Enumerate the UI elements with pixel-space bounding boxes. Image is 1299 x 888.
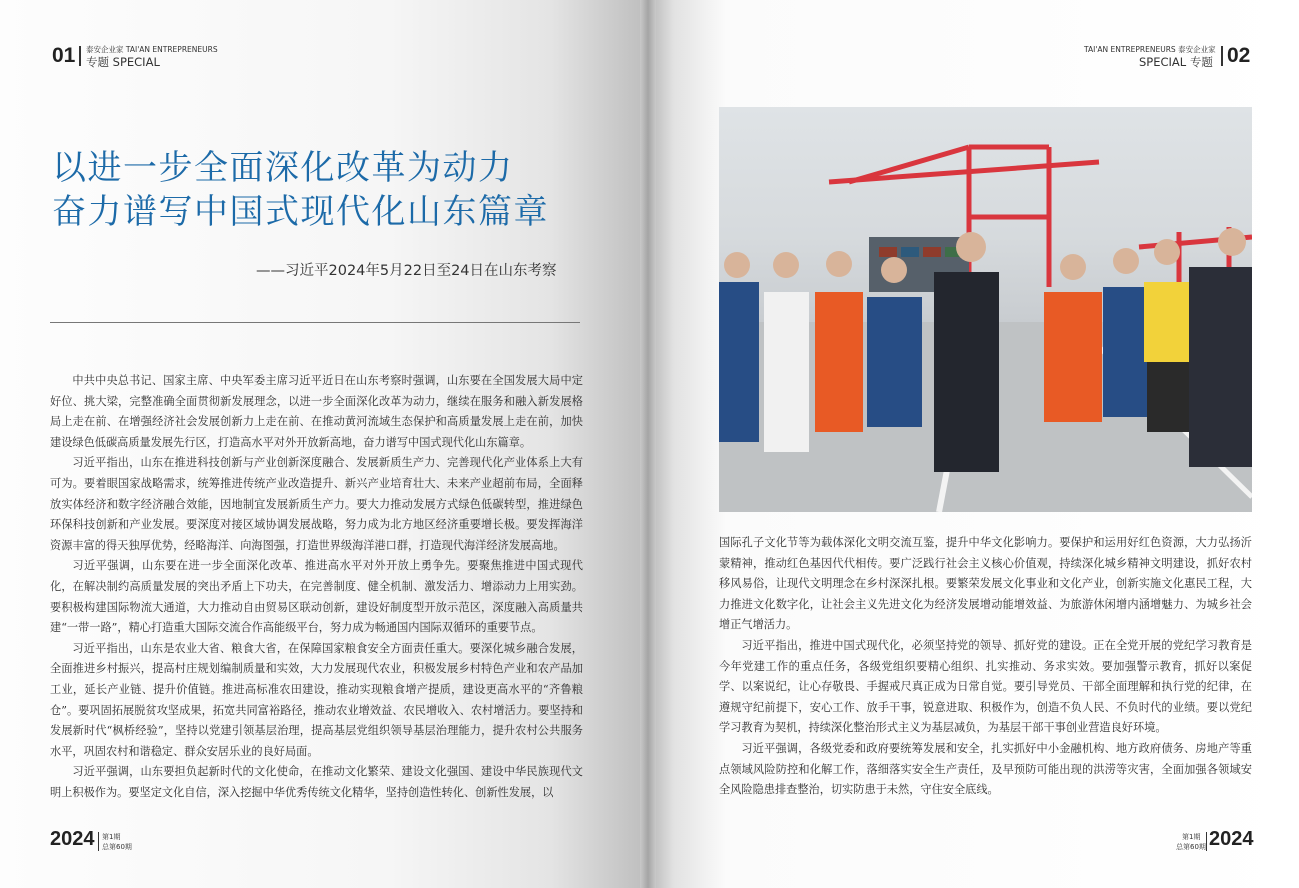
magazine-name-right: TAI'AN ENTREPRENEURS 泰安企业家 <box>1084 45 1216 54</box>
article-photo-port-inspection <box>719 107 1252 512</box>
page-number-left: 01 <box>52 44 76 67</box>
photo-illustration <box>719 107 1252 512</box>
footer-total-issue-left: 总第60期 <box>102 843 132 851</box>
footer-issue-left: 第1期 <box>102 833 121 841</box>
body-paragraph: 习近平指出，山东是农业大省、粮食大省，在保障国家粮食安全方面责任重大。要深化城乡融合发展，全面推进乡村振兴，提高村庄规划编制质量和实效，大力发展现代农业，积极发展乡村特色产业和农产品加工业，延长产业链、提升价值链。推进高标准农田建设，推动实现粮食增产提质，建设更高水平的“齐鲁粮仓”。要巩固拓展脱贫攻坚成果，拓宽共同富裕路径，推动农业增效益、农民增收入、农村增活力。要坚持和发展新时代“枫桥经验”，坚持以党建引领基层治理，提高基层党组织领导基层治理能力，提升农村公共服务水平，巩固农村和谐稳定、群众安居乐业的良好局面。 <box>50 641 583 758</box>
section-label-right: SPECIAL 专题 <box>1139 55 1213 69</box>
footer-year-right: 2024 <box>1209 828 1254 850</box>
body-paragraph: 中共中央总书记、国家主席、中央军委主席习近平近日在山东考察时强调，山东要在全国发展大局中定好位、挑大梁，完整准确全面贯彻新发展理念，以进一步全面深化改革为动力，继续在服务和融入新发展格局上走在前、在增强经济社会发展创新力上走在前、在推动黄河流域生态保护和高质量发展上走在前，加快建设绿色低碳高质量发展先行区，打造高水平对外开放新高地，奋力谱写中国式现代化山东篇章。 <box>50 374 583 449</box>
footer-year-left: 2024 <box>50 828 95 850</box>
title-divider <box>50 322 580 323</box>
magazine-name-left: 泰安企业家 TAI'AN ENTREPRENEURS <box>86 45 218 54</box>
page-spine <box>640 0 656 888</box>
body-paragraph: 习近平指出，推进中国式现代化，必须坚持党的领导、抓好党的建设。正在全党开展的党纪学习教育是今年党建工作的重点任务，各级党组织要精心组织、扎实推动、务求实效。要加强警示教育，抓好以案促学、以案说纪，让心存敬畏、手握戒尺真正成为日常自觉。要引导党员、干部全面理解和执行党的纪律，在遵规守纪前提下，安心工作、放手干事，锐意进取、积极作为，创造不负人民、不负时代的业绩。要以党纪学习教育为契机，持续深化整治形式主义为基层减负，为基层干部干事创业营造良好环境。 <box>719 638 1252 735</box>
header-divider-left <box>79 46 81 66</box>
footer-total-issue-right: 总第60期 <box>1176 843 1206 851</box>
footer-divider-right <box>1206 832 1207 851</box>
section-label-left: 专题 SPECIAL <box>86 55 160 69</box>
body-paragraph: 习近平强调，山东要在进一步全面深化改革、推进高水平对外开放上勇争先。要聚焦推进中国式现代化，在解决制约高质量发展的突出矛盾上下功夫，在完善制度、健全机制、激发活力、增添动力上用实劲。要积极构建国际物流大通道，大力推动自由贸易区联动创新，建设好制度型开放示范区，深度融入高质量共建“一带一路”，精心打造重大国际交流合作高能级平台，努力成为畅通国内国际双循环的重要节点。 <box>50 559 583 635</box>
article-body-left <box>50 371 583 823</box>
body-paragraph: 习近平强调，山东要担负起新时代的文化使命，在推动文化繁荣、建设文化强国、建设中华民族现代文明上积极作为。要坚定文化自信，深入挖掘中华优秀传统文化精华，坚持创造性转化、创新性发展，以 <box>50 765 583 799</box>
body-paragraph: 习近平强调，各级党委和政府要统筹发展和安全，扎实抓好中小金融机构、地方政府债务、房地产等重点领域风险防控和化解工作，落细落实安全生产责任，及早预防可能出现的洪涝等灾害，全面加强各领域安全风险隐患排查整治，切实防患于未然，守住安全底线。 <box>719 741 1252 797</box>
footer-issue-right: 第1期 <box>1182 833 1201 841</box>
body-paragraph: 国际孔子文化节等为载体深化文明交流互鉴，提升中华文化影响力。要保护和运用好红色资源，大力弘扬沂蒙精神，推动红色基因代代相传。要广泛践行社会主义核心价值观，持续深化城乡精神文明建设，抓好农村移风易俗，让现代文明理念在乡村深深扎根。要繁荣发展文化事业和文化产业，创新实施文化惠民工程，大力推进文化数字化，让社会主义先进文化为经济发展增动能增效益、为旅游休闲增内涵增魅力、为城乡社会增正气增活力。 <box>719 536 1252 632</box>
page-number-right: 02 <box>1227 44 1251 67</box>
article-body-right <box>719 533 1252 803</box>
footer-divider-left <box>98 832 99 851</box>
article-subtitle: ——习近平2024年5月22日至24日在山东考察 <box>256 263 557 279</box>
article-title-line-2: 奋力谱写中国式现代化山东篇章 <box>52 192 549 232</box>
header-divider-right <box>1221 46 1223 66</box>
body-paragraph: 习近平指出，山东在推进科技创新与产业创新深度融合、发展新质生产力、完善现代化产业体系上大有可为。要着眼国家战略需求，统筹推进传统产业改造提升、新兴产业培育壮大、未来产业超前布局，全面释放实体经济和数字经济融合效能，因地制宜发展新质生产力。要大力推动发展方式绿色低碳转型，推进绿色环保科技创新和产业发展。要深度对接区域协调发展战略，努力成为北方地区经济重要增长极。要发挥海洋资源丰富的得天独厚优势，经略海洋、向海图强，打造世界级海洋港口群，打造现代海洋经济发展高地。 <box>50 456 583 552</box>
article-title-line-1: 以进一步全面深化改革为动力 <box>52 148 514 188</box>
